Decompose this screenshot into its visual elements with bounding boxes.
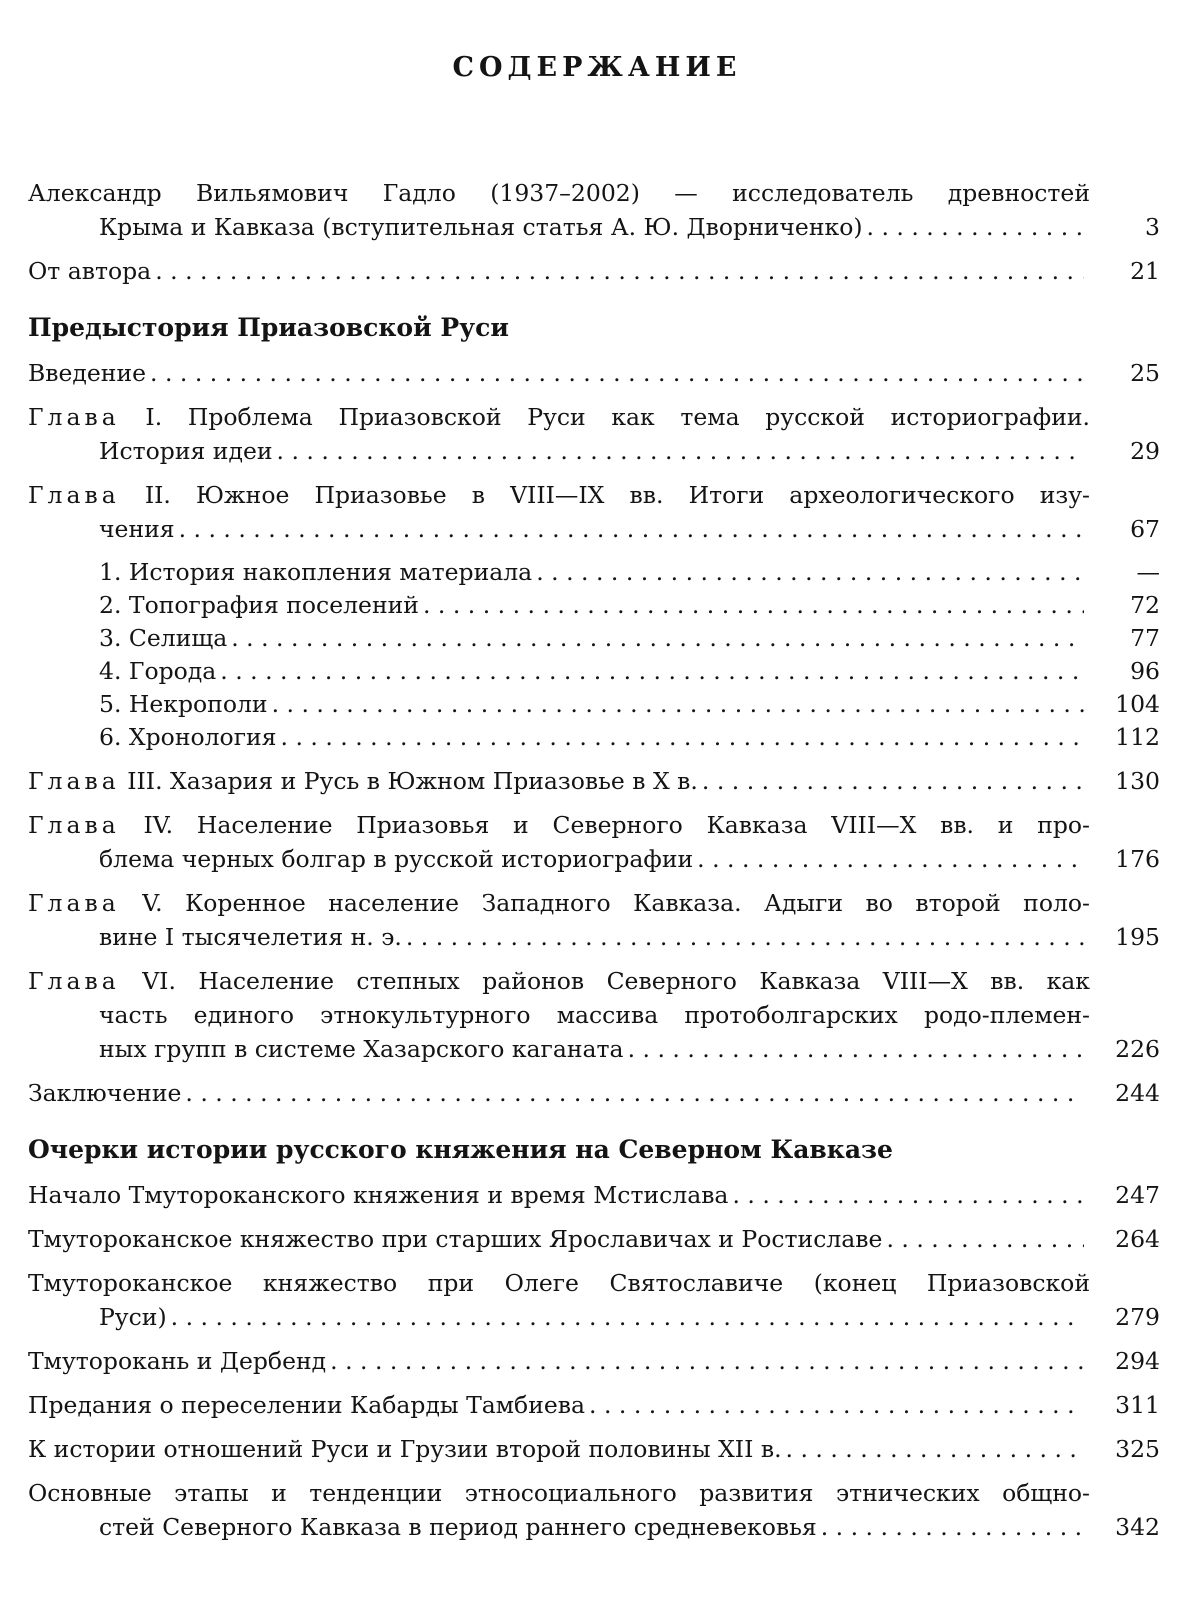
entry-text-line1: V. Коренное население Западного Кавказа. Адыги во второй поло-: [119, 889, 1090, 917]
toc-entry-chapter-4[interactable]: [28, 808, 1160, 876]
subentry-text: 5. Некрополи: [99, 690, 268, 718]
page-number: 67: [1130, 515, 1160, 543]
subentry-text: 6. Хронология: [99, 723, 277, 751]
entry-text-line1: VI. Население степных районов Северного Кавказа VIII—X вв. как: [119, 967, 1090, 995]
dot-leader: [220, 655, 1084, 688]
dot-leader: [277, 434, 1084, 468]
page-title: СОДЕРЖАНИЕ: [452, 52, 742, 83]
dot-leader: [697, 842, 1084, 876]
toc-entry-osnovnye-etapy[interactable]: [28, 1476, 1160, 1544]
page-number: 195: [1115, 923, 1160, 951]
entry-text-line1: II. Южное Приазовье в VIII—IX вв. Итоги археологического изу-: [119, 481, 1090, 509]
page-number: 21: [1130, 257, 1160, 285]
dot-leader: [330, 1344, 1084, 1378]
chapter-label: Глава: [28, 811, 120, 839]
page-number: 96: [1130, 657, 1160, 685]
entry-text-line1: Александр Вильямович Гадло (1937–2002) — исследователь древностей: [28, 179, 1090, 207]
toc-entry-chapter-6[interactable]: [28, 964, 1160, 1066]
page-number: —: [1136, 558, 1160, 586]
section-heading-1: Предыстория Приазовской Руси: [28, 313, 509, 342]
subentry-text: 4. Города: [99, 657, 217, 685]
page-number: 176: [1115, 845, 1160, 873]
page-number: 72: [1130, 591, 1160, 619]
entry-text: К истории отношений Руси и Грузии второй половины XII в.: [28, 1435, 782, 1463]
entry-text-line2: Крыма и Кавказа (вступительная статья А. Ю. Дворниченко): [99, 213, 863, 241]
dot-leader: [589, 1388, 1084, 1422]
entry-text-line2: блема черных болгар в русской историографии: [99, 845, 694, 873]
dot-leader: [628, 1032, 1084, 1066]
subentry-text: 2. Топография поселений: [99, 591, 419, 619]
entry-text-line2: Руси): [99, 1303, 167, 1331]
entry-text-line3: ных групп в системе Хазарского каганата: [99, 1035, 624, 1063]
page-number: 104: [1115, 690, 1160, 718]
toc-entry-derbend[interactable]: [28, 1344, 1160, 1378]
entry-text-line2: чения: [99, 515, 175, 543]
toc-entry-yaroslavichi[interactable]: [28, 1222, 1160, 1256]
entry-text-line2: вине I тысячелетия н. э.: [99, 923, 402, 951]
toc-subentry[interactable]: [28, 688, 1160, 721]
page-number: 325: [1115, 1435, 1160, 1463]
entry-text-line1: Тмутороканское княжество при Олеге Святославиче (конец Приазовской: [28, 1269, 1090, 1297]
toc-subentry[interactable]: [28, 655, 1160, 688]
page-number: 247: [1115, 1181, 1160, 1209]
toc-entry-gruziya[interactable]: [28, 1432, 1160, 1466]
subentry-text: 1. История накопления материала: [99, 558, 533, 586]
toc-entry-chapter-5[interactable]: [28, 886, 1160, 954]
section-heading-2: Очерки истории русского княжения на Северном Кавказе: [28, 1135, 893, 1164]
chapter-label: Глава: [28, 889, 120, 917]
entry-text-line1: I. Проблема Приазовской Руси как тема русской историографии.: [119, 403, 1090, 431]
chapter-label: Глава: [28, 403, 120, 431]
page-number: 226: [1115, 1035, 1160, 1063]
dot-leader: [786, 1432, 1084, 1466]
subentry-text: 3. Селища: [99, 624, 228, 652]
page-number: 130: [1115, 767, 1160, 795]
entry-text-line2: стей Северного Кавказа в период раннего средневековья: [99, 1513, 817, 1541]
dot-leader: [272, 688, 1084, 721]
toc-entry-chapter-3[interactable]: [28, 764, 1160, 798]
toc-subentry[interactable]: [28, 721, 1160, 754]
dot-leader: [702, 764, 1084, 798]
toc-entry-vvedenie[interactable]: [28, 356, 1160, 390]
dot-leader: [732, 1178, 1084, 1212]
page-number: 112: [1115, 723, 1160, 751]
page-number: 279: [1115, 1303, 1160, 1331]
chapter-label: Глава: [28, 967, 120, 995]
page-number: 342: [1115, 1513, 1160, 1541]
dot-leader: [179, 512, 1084, 546]
dot-leader: [231, 622, 1084, 655]
entry-text: Введение: [28, 359, 147, 387]
dot-leader: [150, 356, 1084, 390]
toc-entry-ot-avtora[interactable]: [28, 254, 1160, 288]
dot-leader: [536, 556, 1084, 589]
entry-text: III. Хазария и Русь в Южном Приазовье в X в.: [119, 767, 698, 795]
entry-text-line1: Основные этапы и тенденции этносоциального развития этнических общно-: [28, 1479, 1090, 1507]
dot-leader: [281, 721, 1084, 754]
dot-leader: [867, 210, 1084, 244]
entry-text: От автора: [28, 257, 152, 285]
toc-subentry[interactable]: [28, 556, 1160, 589]
dot-leader: [821, 1510, 1084, 1544]
toc-entry-nachalo[interactable]: [28, 1178, 1160, 1212]
page-number: 3: [1145, 213, 1160, 241]
entry-text-line2: часть единого этнокультурного массива протоболгарских родо-племен-: [99, 1001, 1090, 1029]
dot-leader: [171, 1300, 1084, 1334]
toc-entry-chapter-1[interactable]: [28, 400, 1160, 468]
dot-leader: [423, 589, 1084, 622]
dot-leader: [406, 920, 1084, 954]
entry-text-line1: IV. Население Приазовья и Северного Кавказа VIII—X вв. и про-: [119, 811, 1090, 839]
entry-text: Тмутороканское княжество при старших Ярославичах и Ростиславе: [28, 1225, 883, 1253]
entry-text: Тмуторокань и Дербенд: [28, 1347, 327, 1375]
dot-leader: [886, 1222, 1084, 1256]
entry-text-line2: История идеи: [99, 437, 273, 465]
chapter-2-subsections: [28, 556, 1160, 754]
toc-entry-chapter-2[interactable]: [28, 478, 1160, 546]
page-number: 25: [1130, 359, 1160, 387]
dot-leader: [155, 254, 1084, 288]
toc-subentry[interactable]: [28, 589, 1160, 622]
toc-entry-oleg[interactable]: [28, 1266, 1160, 1334]
page-number: 294: [1115, 1347, 1160, 1375]
chapter-label: Глава: [28, 767, 120, 795]
page-number: 29: [1130, 437, 1160, 465]
entry-text: Заключение: [28, 1079, 182, 1107]
page-number: 244: [1115, 1079, 1160, 1107]
page-number: 77: [1130, 624, 1160, 652]
entry-text: Предания о переселении Кабарды Тамбиева: [28, 1391, 586, 1419]
toc-entry-kabarda[interactable]: [28, 1388, 1160, 1422]
toc-entry-zaklyuchenie[interactable]: [28, 1076, 1160, 1110]
chapter-label: Глава: [28, 481, 120, 509]
page-number: 264: [1115, 1225, 1160, 1253]
toc-subentry[interactable]: [28, 622, 1160, 655]
entry-text: Начало Тмутороканского княжения и время Мстислава: [28, 1181, 729, 1209]
page-number: 311: [1115, 1391, 1160, 1419]
table-of-contents: [28, 176, 1160, 1544]
toc-entry-gadlo[interactable]: [28, 176, 1160, 244]
dot-leader: [185, 1076, 1084, 1110]
